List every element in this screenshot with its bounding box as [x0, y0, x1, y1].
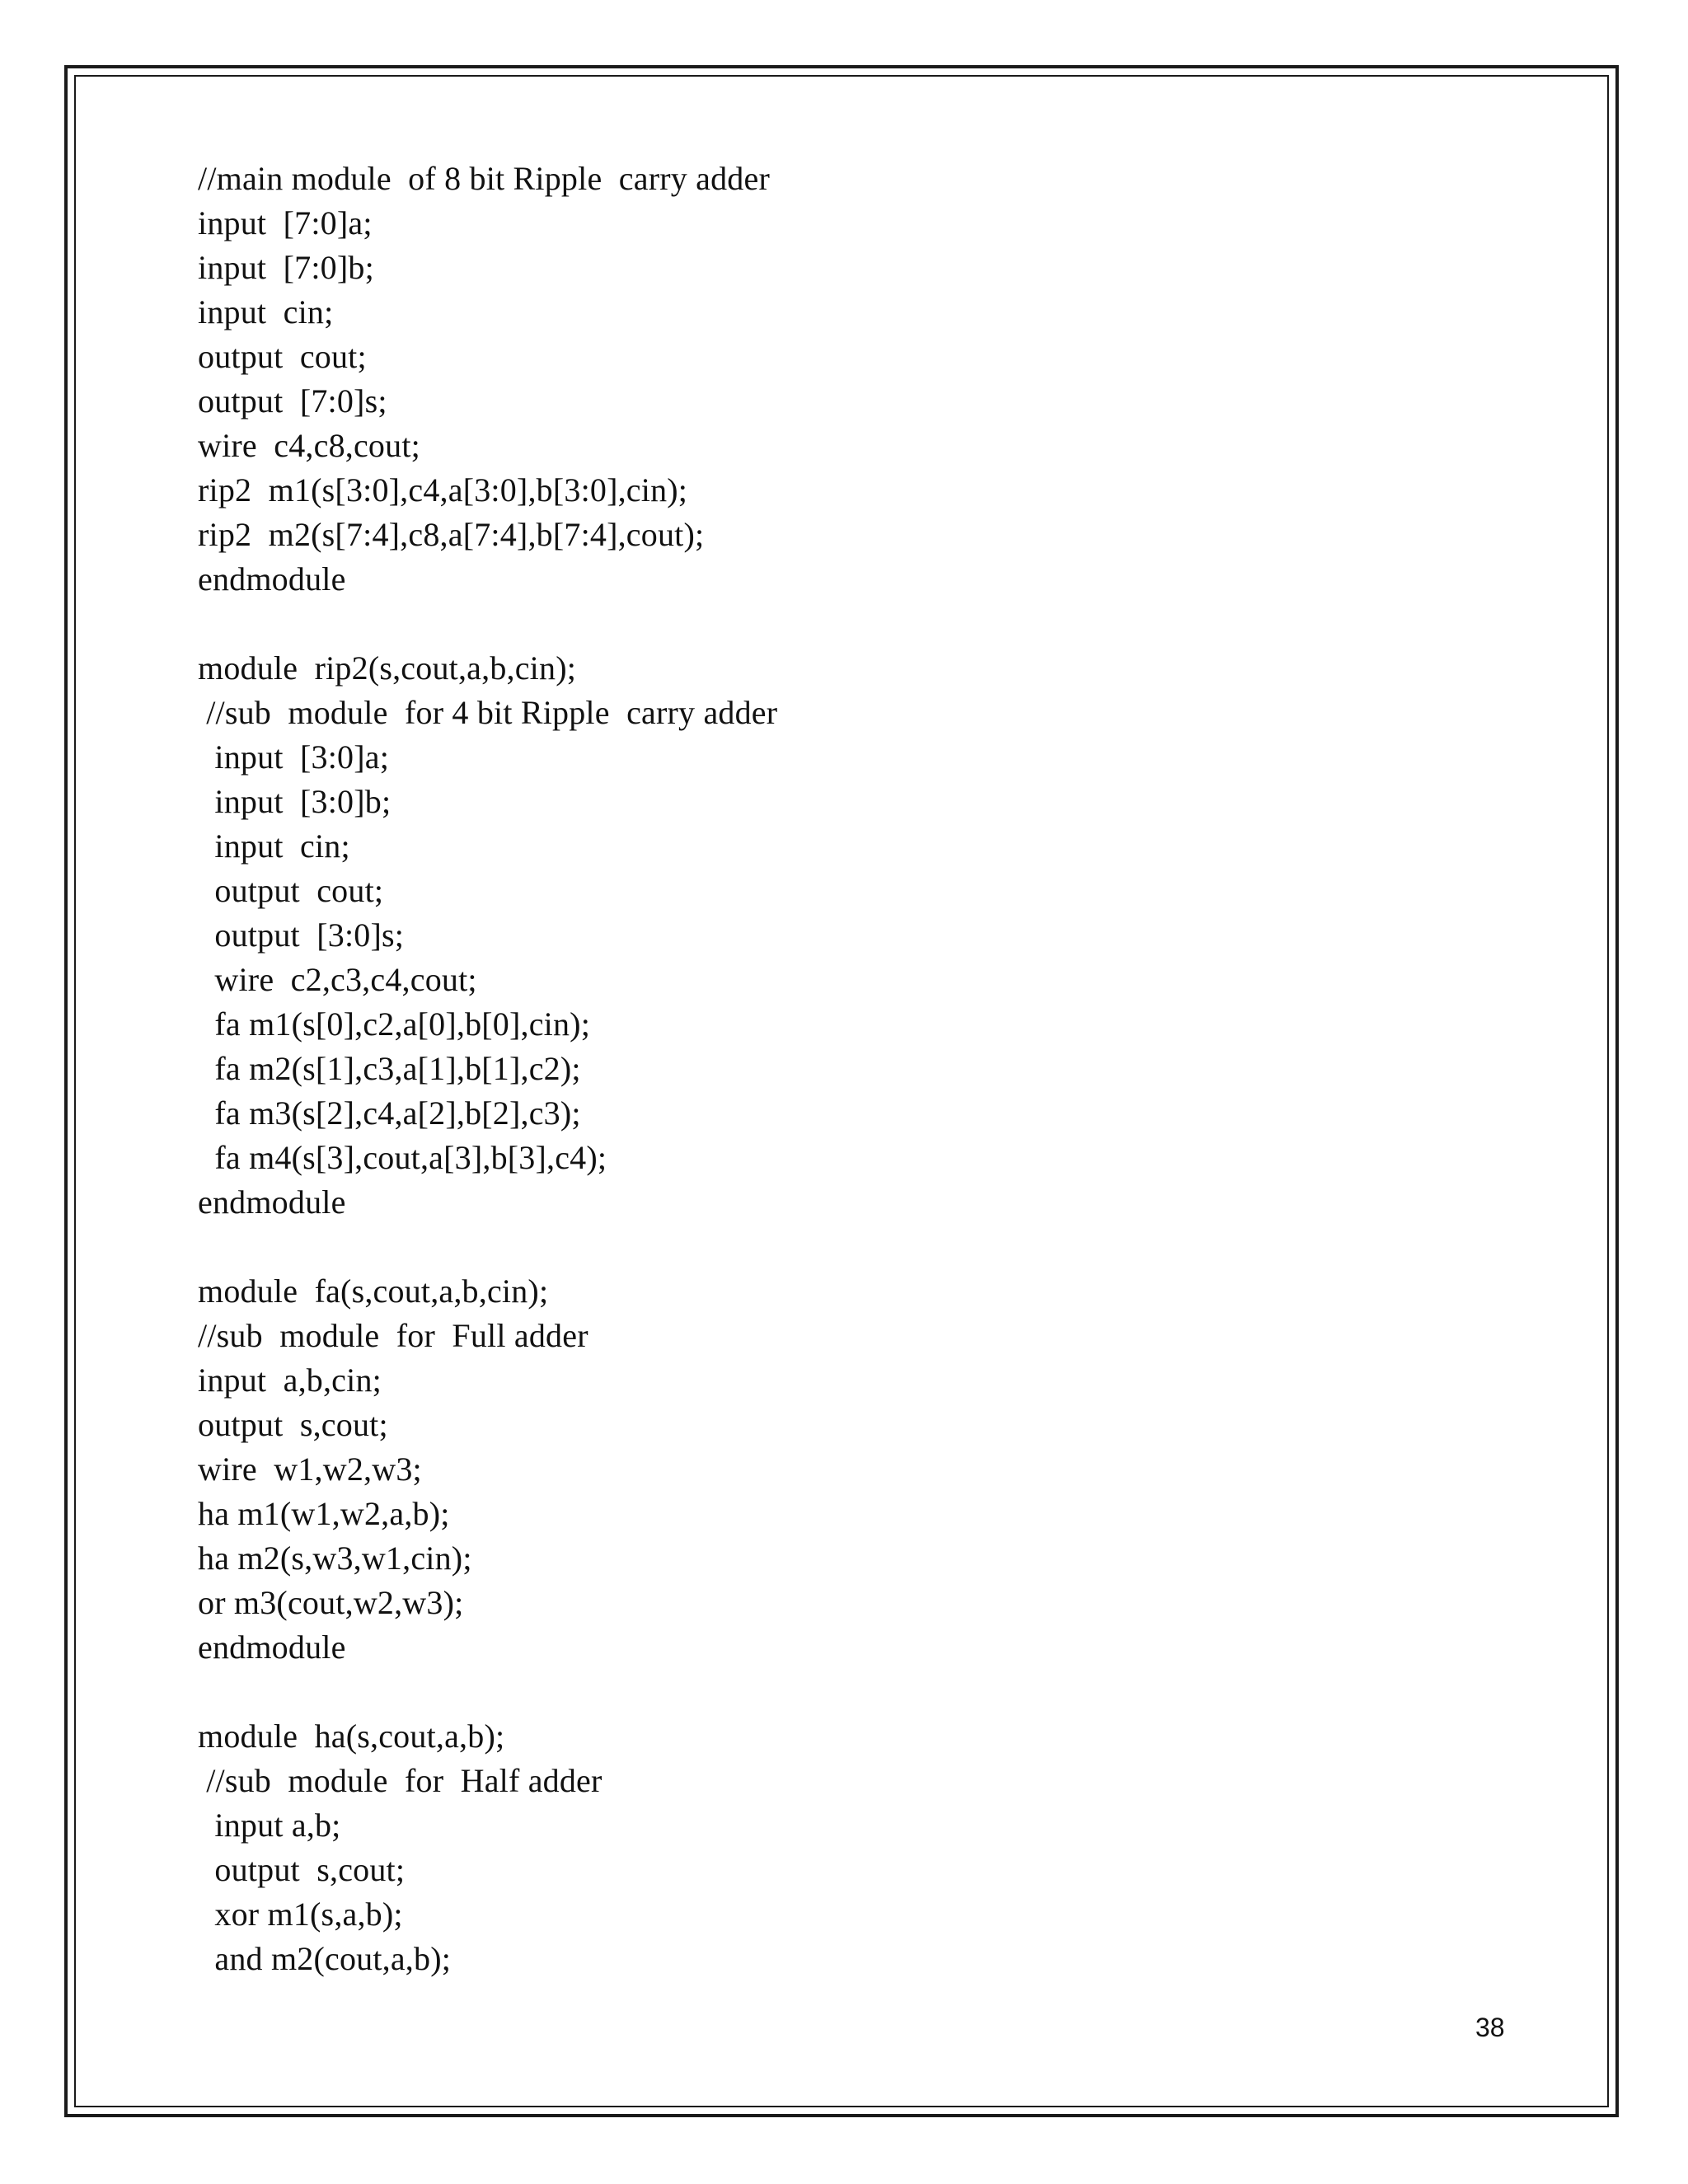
verilog-code-block [198, 157, 1434, 1981]
code-line: or m3(cout,w2,w3); [198, 1584, 464, 1621]
blank-line [198, 602, 1434, 646]
code-line: //sub module for Half adder [198, 1762, 603, 1799]
code-line: fa m2(s[1],c3,a[1],b[1],c2); [198, 1050, 581, 1087]
code-line: output cout; [198, 338, 367, 375]
code-line: wire c2,c3,c4,cout; [198, 961, 477, 998]
code-line: endmodule [198, 1629, 346, 1666]
code-line: input [3:0]a; [198, 738, 390, 776]
code-line: endmodule [198, 560, 346, 598]
code-line: xor m1(s,a,b); [198, 1896, 403, 1933]
code-line: wire c4,c8,cout; [198, 427, 420, 464]
code-line: fa m1(s[0],c2,a[0],b[0],cin); [198, 1005, 591, 1043]
code-line: ha m2(s,w3,w1,cin); [198, 1540, 472, 1577]
code-line: module ha(s,cout,a,b); [198, 1718, 505, 1755]
code-line: input a,b,cin; [198, 1361, 382, 1399]
page-number: 38 [1475, 2013, 1505, 2042]
code-line: output s,cout; [198, 1406, 388, 1443]
code-line: endmodule [198, 1183, 346, 1221]
blank-line [198, 1670, 1434, 1714]
code-line: input [3:0]b; [198, 783, 392, 820]
code-line: //sub module for 4 bit Ripple carry adder [198, 694, 778, 731]
code-line: module rip2(s,cout,a,b,cin); [198, 649, 577, 687]
code-line: input cin; [198, 293, 334, 330]
code-line: rip2 m1(s[3:0],c4,a[3:0],b[3:0],cin); [198, 471, 688, 509]
code-line: output cout; [198, 872, 384, 909]
code-line: ha m1(w1,w2,a,b); [198, 1495, 450, 1532]
code-line: output [3:0]s; [198, 916, 405, 954]
code-line: output s,cout; [198, 1851, 406, 1888]
code-line: input a,b; [198, 1807, 341, 1844]
code-line: output [7:0]s; [198, 382, 387, 419]
code-line: input [7:0]a; [198, 204, 373, 241]
blank-line [198, 1225, 1434, 1269]
code-line: input cin; [198, 827, 350, 865]
code-line: rip2 m2(s[7:4],c8,a[7:4],b[7:4],cout); [198, 516, 705, 553]
code-line: input [7:0]b; [198, 249, 374, 286]
code-line: fa m4(s[3],cout,a[3],b[3],c4); [198, 1139, 607, 1176]
code-line: //main module of 8 bit Ripple carry adder [198, 160, 770, 197]
code-line: fa m3(s[2],c4,a[2],b[2],c3); [198, 1094, 581, 1132]
code-line: and m2(cout,a,b); [198, 1940, 452, 1977]
code-line: wire w1,w2,w3; [198, 1451, 422, 1488]
code-line: module fa(s,cout,a,b,cin); [198, 1272, 549, 1310]
code-line: //sub module for Full adder [198, 1317, 588, 1354]
